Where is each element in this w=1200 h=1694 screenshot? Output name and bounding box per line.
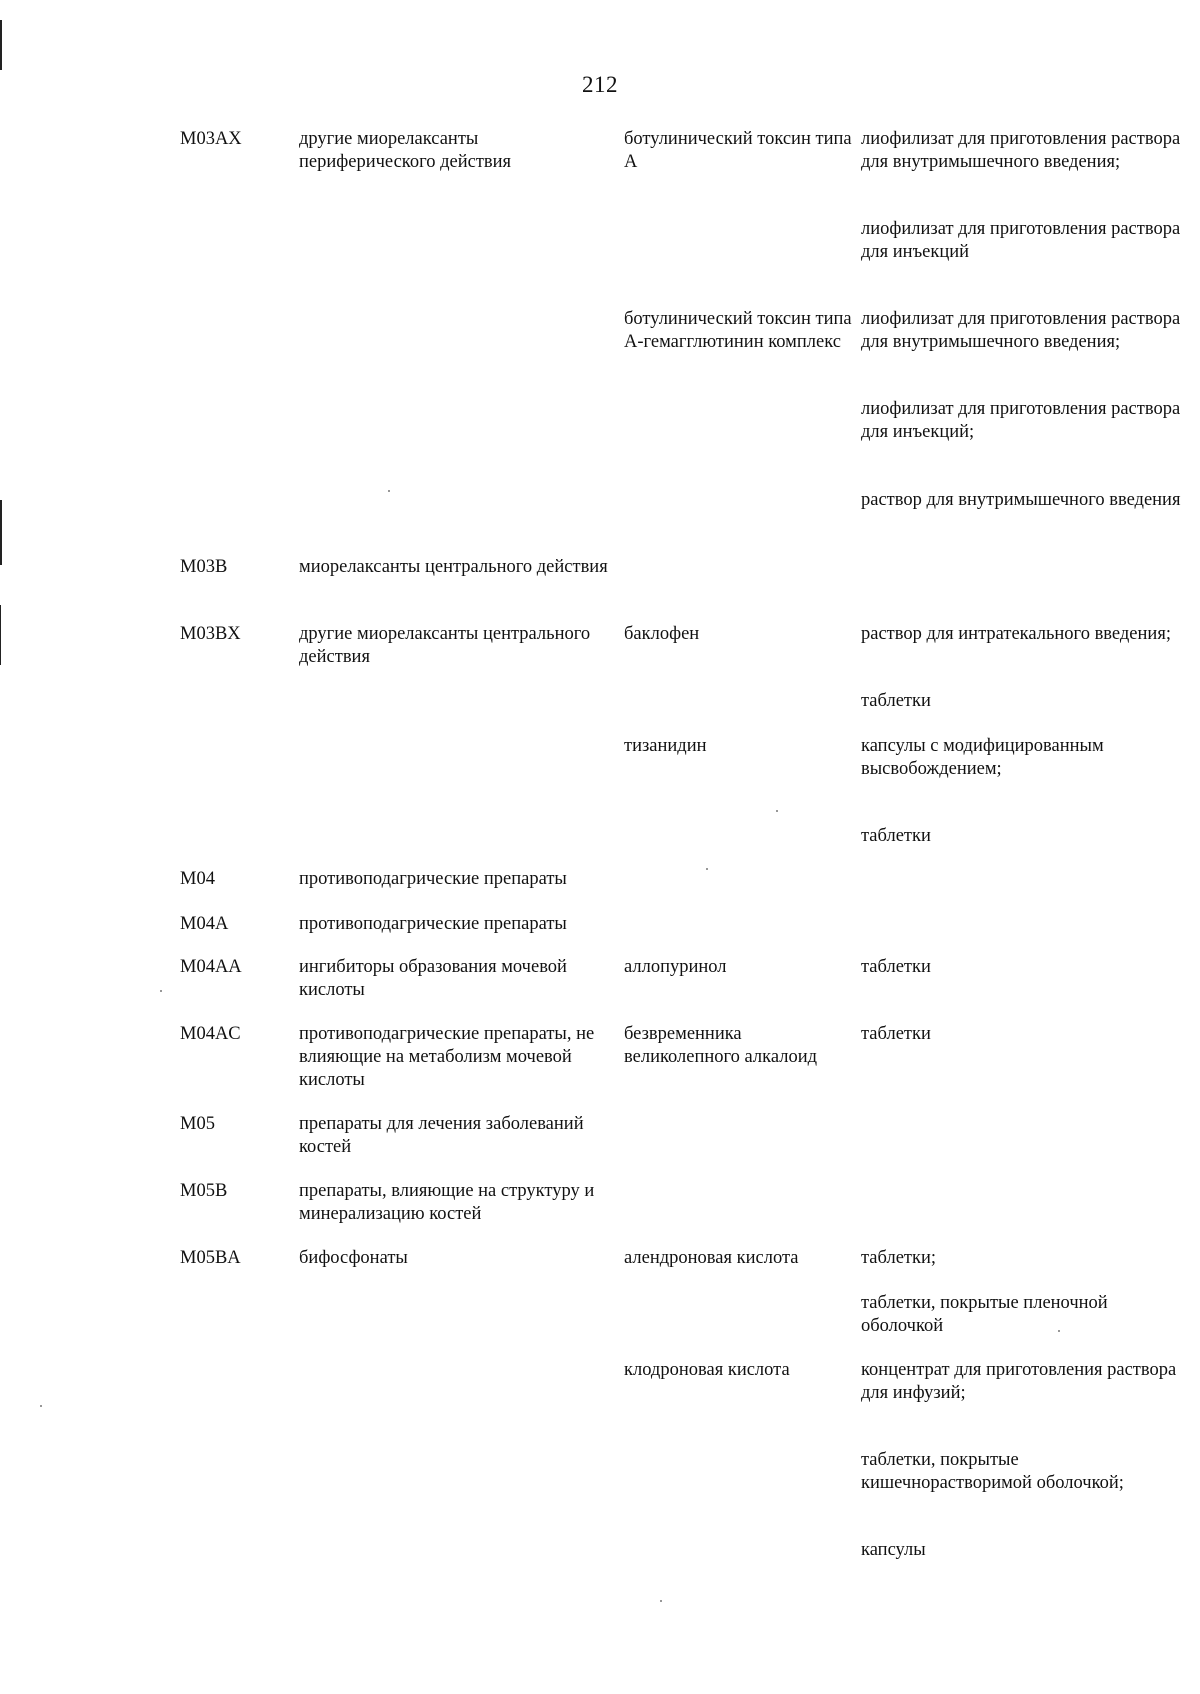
dosage-form: таблетки — [861, 826, 931, 846]
atc-group-name: другие миорелаксанты центрального действия — [299, 624, 591, 667]
drug-name: безвременника великолепного алкалоид — [624, 1024, 818, 1067]
scan-edge-mark — [0, 20, 2, 70]
atc-group-name: ингибиторы образования мочевой кислоты — [299, 957, 567, 1000]
scan-edge-mark — [0, 605, 1, 665]
dosage-form: раствор для интратекального введения; — [861, 624, 1171, 644]
drug-name: баклофен — [624, 624, 700, 644]
atc-group-name: противоподагрические препараты, не влияющие на метаболизм мочевой кислоты — [299, 1024, 595, 1090]
dosage-form: капсулы — [861, 1540, 926, 1560]
atc-code: M05B — [180, 1181, 228, 1201]
atc-group-name: миорелаксанты центрального действия — [299, 557, 608, 577]
scan-edge-mark — [0, 500, 2, 565]
atc-code: M03AX — [180, 129, 242, 149]
dosage-form: таблетки, покрытые пленочной оболочкой — [861, 1293, 1108, 1336]
dosage-form: лиофилизат для приготовления раствора для инъекций — [861, 219, 1181, 262]
dosage-form: таблетки — [861, 1024, 931, 1044]
drug-name: тизанидин — [624, 736, 707, 756]
dosage-form: раствор для внутримышечного введения — [861, 490, 1181, 510]
atc-code: M04AC — [180, 1024, 241, 1044]
atc-code: M03BX — [180, 624, 241, 644]
drug-name: аллопуринол — [624, 957, 727, 977]
drug-name: клодроновая кислота — [624, 1360, 790, 1380]
drug-name: алендроновая кислота — [624, 1248, 799, 1268]
page-number: 212 — [582, 72, 618, 97]
atc-group-name: бифосфонаты — [299, 1248, 408, 1268]
drug-name: ботулинический токсин типа А — [624, 129, 852, 172]
atc-code: M04AA — [180, 957, 242, 977]
atc-code: M04A — [180, 914, 229, 934]
dosage-form: капсулы с модифицированным высвобождением; — [861, 736, 1104, 779]
dosage-form: концентрат для приготовления раствора для инфузий; — [861, 1360, 1177, 1403]
atc-code: M05BA — [180, 1248, 241, 1268]
atc-code: M04 — [180, 869, 215, 889]
atc-group-name: препараты, влияющие на структуру и минерализацию костей — [299, 1181, 595, 1224]
drug-name: ботулинический токсин типа А-гемагглютинин комплекс — [624, 309, 852, 352]
dosage-form: таблетки, покрытые кишечнорастворимой оболочкой; — [861, 1450, 1124, 1493]
dosage-form: таблетки — [861, 957, 931, 977]
scan-speck — [40, 1405, 42, 1407]
scan-speck — [776, 810, 778, 812]
dosage-form: лиофилизат для приготовления раствора для внутримышечного введения; — [861, 129, 1181, 172]
scan-speck — [706, 868, 708, 870]
dosage-form: лиофилизат для приготовления раствора для инъекций; — [861, 399, 1181, 442]
atc-code: M05 — [180, 1114, 215, 1134]
atc-group-name: другие миорелаксанты периферического действия — [299, 129, 512, 172]
scan-speck — [160, 990, 162, 992]
atc-group-name: противоподагрические препараты — [299, 869, 567, 889]
scan-speck — [388, 490, 390, 492]
dosage-form: таблетки — [861, 691, 931, 711]
scan-speck — [660, 1600, 662, 1602]
scan-speck — [1058, 1330, 1060, 1332]
dosage-form: таблетки; — [861, 1248, 937, 1268]
atc-group-name: препараты для лечения заболеваний костей — [299, 1114, 584, 1157]
dosage-form: лиофилизат для приготовления раствора для внутримышечного введения; — [861, 309, 1181, 352]
atc-code: M03B — [180, 557, 228, 577]
atc-group-name: противоподагрические препараты — [299, 914, 567, 934]
